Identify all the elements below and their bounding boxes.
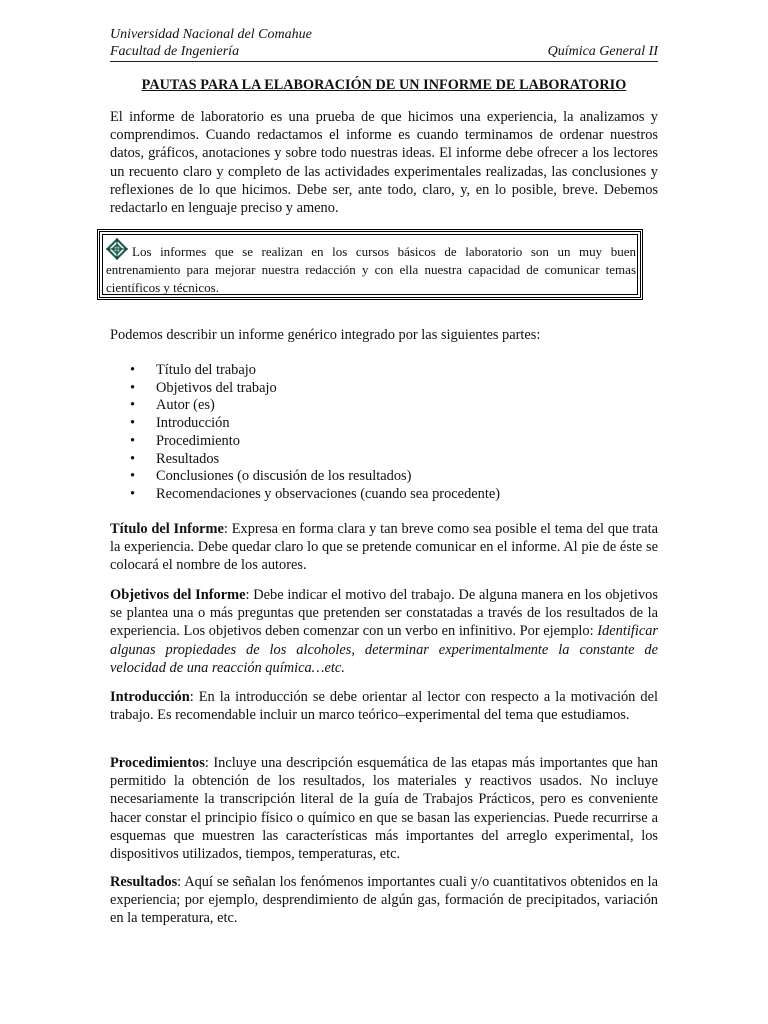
header-university: Universidad Nacional del Comahue <box>110 27 312 42</box>
section-text: : Incluye una descripción esquemática de las etapas más importantes que han permitido la obtención de los resultados, los materiales y reactivos usados. No incluye necesariamente la transcripción literal de la guía de Trabajos Prácticos, pero es conveniente hacer constar el principio físico o químico en que se basan las experiencias. Puede recurrirse a esquemas que muestren las características más importantes del arreglo experimental, los dispositivos utilizados, tiempos, temperaturas, etc. <box>110 755 658 863</box>
section-heading: Procedimientos <box>110 755 205 771</box>
list-item: • Introducción <box>110 415 500 433</box>
list-item: • Resultados <box>110 451 500 469</box>
section-text: : Expresa en forma clara y tan breve como sea posible el tema del que trata la experiencia. Debe quedar claro lo que se pretende comunicar en el informe. Al pie de éste se colocará el nombre de los autores. <box>110 521 658 574</box>
section-objetivos <box>110 586 658 677</box>
section-resultados <box>110 873 658 928</box>
section-heading: Objetivos del Informe <box>110 587 246 603</box>
list-item: • Procedimiento <box>110 433 500 451</box>
list-item: • Objetivos del trabajo <box>110 380 500 398</box>
note-box <box>97 229 643 300</box>
parts-list <box>110 362 500 504</box>
section-heading: Título del Informe <box>110 521 224 537</box>
header-faculty: Facultad de Ingeniería <box>110 44 240 59</box>
section-titulo <box>110 520 658 575</box>
diamond-icon <box>106 238 128 260</box>
note-box-text: Los informes que se realizan en los cursos básicos de laboratorio son un muy buen entrenamiento para mejorar nuestra redacción y con ella nuestra capacidad de comunicar temas científicos y técnicos. <box>106 244 636 295</box>
page-title: PAUTAS PARA LA ELABORACIÓN DE UN INFORME DE LABORATORIO <box>141 77 627 93</box>
section-example: Identificar algunas propiedades de los alcoholes, determinar experimentalmente la constante de velocidad de una reacción química…etc. <box>110 623 658 676</box>
list-item: • Autor (es) <box>110 397 500 415</box>
header-line <box>110 43 658 62</box>
section-introduccion <box>110 688 658 724</box>
section-text: : Aquí se señalan los fenómenos importantes cuali y/o cuantitativos obtenidos en la experiencia; por ejemplo, desprendimiento de algún gas, formación de precipitados, variación en la temperatura, etc. <box>110 874 658 927</box>
list-item: • Título del trabajo <box>110 362 500 380</box>
section-heading: Introducción <box>110 689 190 705</box>
intro-paragraph: El informe de laboratorio es una prueba de que hicimos una experiencia, la analizamos y comprendimos. Cuando redactamos el informe es cuando terminamos de ordenar nuestros datos, gráficos, anotaciones y sobre todo nuestras ideas. El informe debe ofrecer a los lectores un recuento claro y completo de las actividades experimentales realizadas, las conclusiones y reflexiones de lo que hicimos. Debe ser, ante todo, claro, y, en lo posible, breve. Debemos redactarlo en lenguaje preciso y ameno. <box>110 109 658 217</box>
section-heading: Resultados <box>110 874 178 890</box>
section-text: : En la introducción se debe orientar al lector con respecto a la motivación del trabajo. Es recomendable incluir un marco teórico–experimental del tema que estudiamos. <box>110 689 658 724</box>
section-procedimientos <box>110 754 658 863</box>
list-item: • Recomendaciones y observaciones (cuando sea procedente) <box>110 486 500 504</box>
section-text: : Debe indicar el motivo del trabajo. De alguna manera en los objetivos se plantea una o más preguntas que pretenden ser constatadas a través de los resultados de la experiencia. Los objetivos deben comenzar con un verbo en infinitivo. Por ejemplo: <box>110 587 658 640</box>
list-item: • Conclusiones (o discusión de los resultados) <box>110 468 500 486</box>
header-course: Química General II <box>547 44 658 59</box>
list-intro: Podemos describir un informe genérico integrado por las siguientes partes: <box>110 327 541 343</box>
note-box-content <box>106 236 636 297</box>
